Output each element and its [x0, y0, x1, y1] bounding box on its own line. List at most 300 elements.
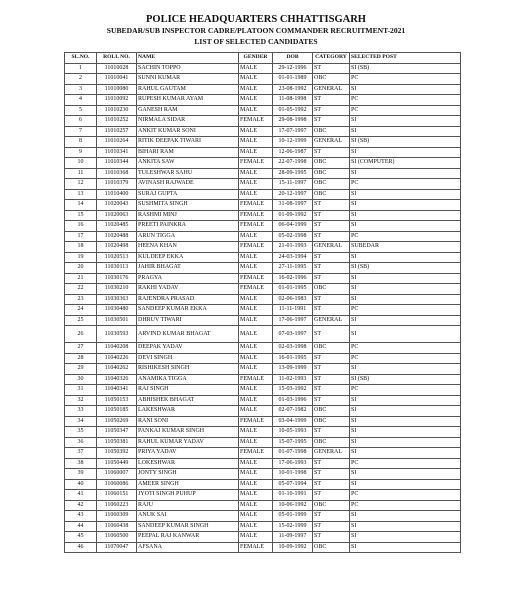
cell-gender: MALE: [239, 63, 273, 74]
cell-gender: MALE: [239, 305, 273, 316]
table-row: [65, 95, 461, 106]
cell-category: OBC: [313, 168, 350, 179]
cell-gender: MALE: [239, 385, 273, 396]
cell-gender: MALE: [239, 458, 273, 469]
cell-slno: 43: [65, 511, 97, 522]
cell-category: OBC: [313, 406, 350, 417]
table-row: [65, 305, 461, 316]
cell-dob: 23-08-1992: [273, 84, 313, 95]
cell-name: HEENA KHAN: [137, 242, 239, 253]
cell-name: RAJU: [137, 500, 239, 511]
cell-roll-no: 11050153: [97, 395, 137, 406]
cell-slno: 35: [65, 427, 97, 438]
col-header-dob: DOB: [273, 53, 313, 64]
cell-category: ST: [313, 427, 350, 438]
cell-name: ABHISHEK BHAGAT: [137, 395, 239, 406]
cell-name: RAJENDRA PRASAD: [137, 294, 239, 305]
cell-roll-no: 11060438: [97, 521, 137, 532]
cell-dob: 01-01-1989: [273, 74, 313, 85]
cell-name: RAJ SINGH: [137, 385, 239, 396]
table-row: [65, 210, 461, 221]
cell-name: PEEPAL RAJ KANWAR: [137, 532, 239, 543]
cell-slno: 16: [65, 221, 97, 232]
cell-slno: 42: [65, 500, 97, 511]
cell-dob: 27-11-1995: [273, 263, 313, 274]
cell-selected-post: SUBEDAR: [350, 242, 461, 253]
cell-gender: MALE: [239, 95, 273, 106]
cell-gender: FEMALE: [239, 200, 273, 211]
table-body: [65, 63, 461, 553]
cell-slno: 41: [65, 490, 97, 501]
cell-roll-no: 11020513: [97, 252, 137, 263]
cell-gender: MALE: [239, 490, 273, 501]
cell-gender: FEMALE: [239, 116, 273, 127]
table-row: [65, 126, 461, 137]
cell-selected-post: PC: [350, 179, 461, 190]
cell-category: ST: [313, 469, 350, 480]
cell-category: ST: [313, 374, 350, 385]
table-row: [65, 395, 461, 406]
cell-selected-post: PC: [350, 105, 461, 116]
cell-roll-no: 11030593: [97, 326, 137, 343]
cell-gender: FEMALE: [239, 374, 273, 385]
cell-slno: 15: [65, 210, 97, 221]
cell-selected-post: SI: [350, 511, 461, 522]
cell-gender: MALE: [239, 406, 273, 417]
table-row: [65, 406, 461, 417]
cell-dob: 12-06-1987: [273, 147, 313, 158]
cell-gender: MALE: [239, 326, 273, 343]
col-header-roll-no: ROLL NO.: [97, 53, 137, 64]
cell-slno: 33: [65, 406, 97, 417]
cell-name: ANKITA SAW: [137, 158, 239, 169]
cell-selected-post: SI: [350, 189, 461, 200]
cell-roll-no: 11060151: [97, 490, 137, 501]
cell-selected-post: PC: [350, 231, 461, 242]
table-row: [65, 315, 461, 326]
cell-name: AMEER SINGH: [137, 479, 239, 490]
cell-slno: 13: [65, 189, 97, 200]
cell-roll-no: 11010379: [97, 179, 137, 190]
cell-slno: 37: [65, 448, 97, 459]
cell-roll-no: 11040226: [97, 353, 137, 364]
cell-dob: 10-12-1999: [273, 137, 313, 148]
cell-slno: 4: [65, 95, 97, 106]
cell-category: GENERAL: [313, 84, 350, 95]
table-row: [65, 469, 461, 480]
cell-dob: 24-03-1994: [273, 252, 313, 263]
cell-name: PRAGYA: [137, 273, 239, 284]
cell-roll-no: 11010400: [97, 189, 137, 200]
cell-category: ST: [313, 479, 350, 490]
cell-dob: 17-06-1993: [273, 458, 313, 469]
cell-dob: 10-05-1993: [273, 427, 313, 438]
cell-gender: FEMALE: [239, 448, 273, 459]
list-title: LIST OF SELECTED CANDIDATES: [194, 37, 318, 46]
cell-roll-no: 11030501: [97, 315, 137, 326]
cell-gender: MALE: [239, 427, 273, 438]
cell-slno: 6: [65, 116, 97, 127]
cell-selected-post: SI: [350, 416, 461, 427]
cell-roll-no: 11020488: [97, 231, 137, 242]
cell-roll-no: 11010264: [97, 137, 137, 148]
cell-slno: 12: [65, 179, 97, 190]
cell-category: OBC: [313, 437, 350, 448]
cell-category: ST: [313, 105, 350, 116]
selected-candidates-table: [64, 52, 461, 553]
cell-roll-no: 11050392: [97, 448, 137, 459]
cell-dob: 22-07-1998: [273, 158, 313, 169]
cell-selected-post: PC: [350, 385, 461, 396]
cell-dob: 10-01-1998: [273, 469, 313, 480]
table-row: [65, 158, 461, 169]
cell-selected-post: SI: [350, 427, 461, 438]
cell-category: OBC: [313, 542, 350, 553]
cell-slno: 11: [65, 168, 97, 179]
cell-selected-post: SI: [350, 84, 461, 95]
cell-dob: 01-10-1991: [273, 490, 313, 501]
cell-category: ST: [313, 385, 350, 396]
cell-gender: MALE: [239, 168, 273, 179]
table-row: [65, 448, 461, 459]
cell-name: RITIK DEEPAK TIWARI: [137, 137, 239, 148]
cell-category: ST: [313, 95, 350, 106]
table-row: [65, 500, 461, 511]
cell-name: LAKESHWAR: [137, 406, 239, 417]
document-subtitle: SUBEDAR/SUB INSPECTOR CADRE/PLATOON COMMANDER RECRUITMENT-2021: [106, 26, 406, 35]
cell-dob: 03-04-1999: [273, 416, 313, 427]
cell-name: KULDEEP EKKA: [137, 252, 239, 263]
cell-category: ST: [313, 521, 350, 532]
cell-name: ARUN TIGGA: [137, 231, 239, 242]
cell-slno: 27: [65, 343, 97, 354]
cell-selected-post: SI: [350, 126, 461, 137]
cell-slno: 9: [65, 147, 97, 158]
cell-name: DEEPAK YADAV: [137, 343, 239, 354]
cell-roll-no: 11030113: [97, 263, 137, 274]
cell-selected-post: PC: [350, 353, 461, 364]
cell-name: BIHARI RAM: [137, 147, 239, 158]
table-row: [65, 490, 461, 501]
cell-selected-post: SI: [350, 315, 461, 326]
cell-roll-no: 11010028: [97, 63, 137, 74]
cell-name: RAHUL KUMAR YADAV: [137, 437, 239, 448]
cell-slno: 3: [65, 84, 97, 95]
cell-selected-post: SI (SB): [350, 374, 461, 385]
cell-category: OBC: [313, 179, 350, 190]
cell-selected-post: SI: [350, 469, 461, 480]
cell-selected-post: SI: [350, 479, 461, 490]
table-row: [65, 200, 461, 211]
cell-slno: 30: [65, 374, 97, 385]
cell-slno: 31: [65, 385, 97, 396]
col-header-name: NAME: [137, 53, 239, 64]
cell-selected-post: SI: [350, 364, 461, 375]
table-row: [65, 105, 461, 116]
cell-category: ST: [313, 532, 350, 543]
cell-slno: 24: [65, 305, 97, 316]
cell-slno: 19: [65, 252, 97, 263]
cell-slno: 20: [65, 263, 97, 274]
cell-selected-post: SI (SB): [350, 137, 461, 148]
cell-dob: 29-08-1998: [273, 116, 313, 127]
cell-name: DHRUV TIWARI: [137, 315, 239, 326]
cell-category: ST: [313, 326, 350, 343]
cell-selected-post: SI (COMPUTER): [350, 158, 461, 169]
cell-category: ST: [313, 305, 350, 316]
cell-dob: 15-07-1995: [273, 437, 313, 448]
cell-gender: MALE: [239, 343, 273, 354]
cell-roll-no: 11060223: [97, 500, 137, 511]
cell-selected-post: SI: [350, 116, 461, 127]
cell-dob: 05-02-1998: [273, 231, 313, 242]
cell-slno: 23: [65, 294, 97, 305]
cell-category: ST: [313, 147, 350, 158]
cell-roll-no: 11020043: [97, 200, 137, 211]
cell-slno: 5: [65, 105, 97, 116]
col-header-slno: SL.NO.: [65, 53, 97, 64]
cell-dob: 06-04-1999: [273, 221, 313, 232]
cell-gender: MALE: [239, 500, 273, 511]
cell-category: GENERAL: [313, 242, 350, 253]
cell-gender: MALE: [239, 147, 273, 158]
table-row: [65, 147, 461, 158]
cell-slno: 1: [65, 63, 97, 74]
cell-category: ST: [313, 395, 350, 406]
cell-name: RAKHI YADAV: [137, 284, 239, 295]
cell-selected-post: SI: [350, 532, 461, 543]
cell-selected-post: SI: [350, 395, 461, 406]
cell-dob: 15-02-1999: [273, 521, 313, 532]
cell-roll-no: 11060007: [97, 469, 137, 480]
cell-slno: 34: [65, 416, 97, 427]
cell-name: GANESH RAM: [137, 105, 239, 116]
cell-dob: 01-03-1996: [273, 395, 313, 406]
cell-slno: 8: [65, 137, 97, 148]
cell-selected-post: SI: [350, 437, 461, 448]
cell-name: AVINASH RAJWADE: [137, 179, 239, 190]
cell-selected-post: PC: [350, 95, 461, 106]
cell-selected-post: SI: [350, 406, 461, 417]
cell-name: RASHMI MINJ: [137, 210, 239, 221]
cell-roll-no: 11030480: [97, 305, 137, 316]
cell-roll-no: 11010041: [97, 74, 137, 85]
cell-dob: 02-03-1998: [273, 343, 313, 354]
cell-name: ANKIT KUMAR SONI: [137, 126, 239, 137]
cell-gender: MALE: [239, 231, 273, 242]
cell-dob: 10-06-1992: [273, 500, 313, 511]
cell-dob: 01-01-1995: [273, 284, 313, 295]
cell-dob: 11-11-1991: [273, 305, 313, 316]
cell-gender: MALE: [239, 511, 273, 522]
cell-gender: MALE: [239, 521, 273, 532]
cell-selected-post: SI (SB): [350, 63, 461, 74]
cell-name: LOKESHWAR: [137, 458, 239, 469]
cell-category: ST: [313, 200, 350, 211]
cell-selected-post: PC: [350, 74, 461, 85]
cell-category: OBC: [313, 343, 350, 354]
cell-dob: 01-07-1998: [273, 448, 313, 459]
table-row: [65, 353, 461, 364]
table-row: [65, 168, 461, 179]
cell-dob: 05-07-1994: [273, 479, 313, 490]
cell-gender: FEMALE: [239, 416, 273, 427]
cell-name: ANAMIKA TIGGA: [137, 374, 239, 385]
cell-gender: MALE: [239, 395, 273, 406]
cell-roll-no: 11050381: [97, 437, 137, 448]
table-row: [65, 252, 461, 263]
cell-name: TULESHWAR SAHU: [137, 168, 239, 179]
table-row: [65, 479, 461, 490]
cell-category: GENERAL: [313, 137, 350, 148]
cell-roll-no: 11050185: [97, 406, 137, 417]
table-row: [65, 416, 461, 427]
cell-gender: FEMALE: [239, 542, 273, 553]
cell-roll-no: 11010092: [97, 95, 137, 106]
cell-selected-post: PC: [350, 490, 461, 501]
table-row: [65, 542, 461, 553]
cell-roll-no: 11010368: [97, 168, 137, 179]
col-header-selected-post: SELECTED POST: [350, 53, 461, 64]
cell-selected-post: SI: [350, 210, 461, 221]
cell-dob: 20-12-1997: [273, 189, 313, 200]
cell-gender: FEMALE: [239, 242, 273, 253]
cell-category: ST: [313, 210, 350, 221]
cell-gender: MALE: [239, 437, 273, 448]
table-row: [65, 189, 461, 200]
cell-gender: MALE: [239, 263, 273, 274]
cell-dob: 11-02-1993: [273, 374, 313, 385]
table-row: [65, 364, 461, 375]
cell-slno: 46: [65, 542, 97, 553]
cell-roll-no: 11040341: [97, 385, 137, 396]
cell-selected-post: SI: [350, 521, 461, 532]
cell-name: ANUK SAI: [137, 511, 239, 522]
cell-name: RAHUL GAUTAM: [137, 84, 239, 95]
table-row: [65, 326, 461, 343]
document-title: POLICE HEADQUARTERS CHHATTISGARH: [146, 14, 366, 25]
table-row: [65, 385, 461, 396]
cell-dob: 16-02-1996: [273, 273, 313, 284]
cell-gender: MALE: [239, 137, 273, 148]
table-row: [65, 116, 461, 127]
table-row: [65, 284, 461, 295]
cell-category: ST: [313, 231, 350, 242]
cell-roll-no: 11030176: [97, 273, 137, 284]
table-header-row: [65, 53, 461, 64]
cell-slno: 7: [65, 126, 97, 137]
cell-selected-post: SI: [350, 221, 461, 232]
cell-roll-no: 11010341: [97, 147, 137, 158]
cell-selected-post: SI: [350, 448, 461, 459]
cell-selected-post: PC: [350, 458, 461, 469]
table-row: [65, 63, 461, 74]
cell-selected-post: PC: [350, 500, 461, 511]
cell-slno: 17: [65, 231, 97, 242]
cell-gender: MALE: [239, 479, 273, 490]
table-row: [65, 294, 461, 305]
cell-dob: 16-01-1995: [273, 353, 313, 364]
cell-category: OBC: [313, 416, 350, 427]
cell-category: ST: [313, 294, 350, 305]
cell-category: OBC: [313, 284, 350, 295]
cell-name: SACHIN TOPPO: [137, 63, 239, 74]
cell-category: ST: [313, 252, 350, 263]
cell-slno: 14: [65, 200, 97, 211]
cell-roll-no: 11040326: [97, 374, 137, 385]
table-row: [65, 532, 461, 543]
cell-name: JAHIR BHAGAT: [137, 263, 239, 274]
cell-roll-no: 11050449: [97, 458, 137, 469]
cell-category: ST: [313, 364, 350, 375]
cell-slno: 26: [65, 326, 97, 343]
cell-slno: 32: [65, 395, 97, 406]
cell-dob: 21-01-1993: [273, 242, 313, 253]
cell-category: ST: [313, 458, 350, 469]
cell-slno: 25: [65, 315, 97, 326]
cell-name: AFSANA: [137, 542, 239, 553]
cell-slno: 21: [65, 273, 97, 284]
cell-selected-post: SI: [350, 284, 461, 295]
cell-slno: 10: [65, 158, 97, 169]
cell-roll-no: 11020498: [97, 242, 137, 253]
cell-slno: 36: [65, 437, 97, 448]
cell-selected-post: SI (SB): [350, 263, 461, 274]
cell-gender: MALE: [239, 179, 273, 190]
col-header-category: CATEGORY: [313, 53, 350, 64]
cell-gender: MALE: [239, 469, 273, 480]
cell-roll-no: 11010344: [97, 158, 137, 169]
cell-gender: FEMALE: [239, 210, 273, 221]
cell-gender: MALE: [239, 74, 273, 85]
cell-category: GENERAL: [313, 448, 350, 459]
cell-gender: MALE: [239, 353, 273, 364]
cell-roll-no: 11040262: [97, 364, 137, 375]
cell-dob: 01-05-1992: [273, 105, 313, 116]
cell-gender: MALE: [239, 189, 273, 200]
table-row: [65, 84, 461, 95]
cell-dob: 11-09-1997: [273, 532, 313, 543]
cell-dob: 15-03-1992: [273, 385, 313, 396]
cell-selected-post: SI: [350, 273, 461, 284]
cell-slno: 18: [65, 242, 97, 253]
cell-roll-no: 11010080: [97, 84, 137, 95]
cell-dob: 11-08-1998: [273, 95, 313, 106]
cell-gender: FEMALE: [239, 273, 273, 284]
cell-name: JYOTI SINGH PUHUP: [137, 490, 239, 501]
cell-slno: 40: [65, 479, 97, 490]
cell-roll-no: 11060500: [97, 532, 137, 543]
cell-selected-post: PC: [350, 343, 461, 354]
cell-slno: 38: [65, 458, 97, 469]
cell-dob: 28-09-1995: [273, 168, 313, 179]
cell-dob: 07-03-1997: [273, 326, 313, 343]
cell-name: SUNNI KUMAR: [137, 74, 239, 85]
cell-category: OBC: [313, 74, 350, 85]
cell-category: ST: [313, 353, 350, 364]
cell-slno: 29: [65, 364, 97, 375]
cell-selected-post: SI: [350, 542, 461, 553]
cell-category: ST: [313, 511, 350, 522]
cell-dob: 02-06-1983: [273, 294, 313, 305]
cell-name: JONTY SINGH: [137, 469, 239, 480]
cell-roll-no: 11050347: [97, 427, 137, 438]
cell-selected-post: PC: [350, 305, 461, 316]
cell-slno: 39: [65, 469, 97, 480]
cell-selected-post: SI: [350, 326, 461, 343]
cell-roll-no: 11070047: [97, 542, 137, 553]
cell-name: SANDEEP KUMAR EKKA: [137, 305, 239, 316]
